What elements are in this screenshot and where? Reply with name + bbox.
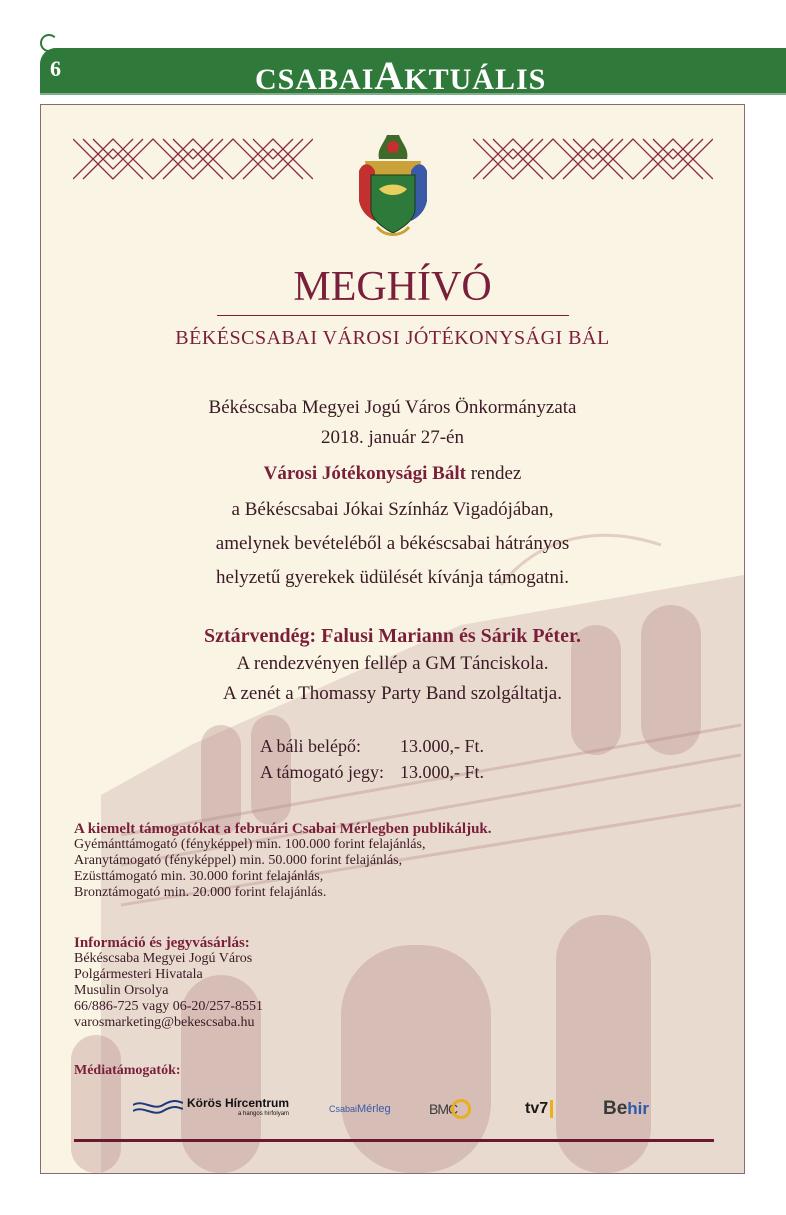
purpose-line-1: amelynek bevételéből a békéscsabai hátrányos (215, 533, 570, 554)
masthead-initial: A (374, 53, 405, 98)
price-list (260, 733, 484, 785)
info-line: Polgármesteri Hivatala (74, 967, 203, 982)
wave-icon (133, 1099, 183, 1119)
sponsor-heading: A kiemelt támogatókat a februári Csabai Mérlegben publikáljuk. (74, 821, 492, 837)
koros-name: Körös Hírcentrum (187, 1096, 290, 1110)
coat-of-arms-icon (357, 131, 429, 243)
media-logos (133, 1091, 713, 1127)
folk-pattern-right (473, 137, 713, 183)
event-line (41, 459, 744, 489)
invitation-card (40, 104, 745, 1174)
music-line: A zenét a Thomassy Party Band szolgáltatja. (223, 683, 562, 704)
behir-label-hir: hir (627, 1099, 650, 1118)
masthead (255, 52, 546, 99)
csabai-label: Csabai (329, 1104, 358, 1114)
event-name: Városi Jótékonysági Bált (263, 463, 466, 484)
price-value: 13.000,- Ft. (400, 736, 485, 756)
price-label: A báli belépő: (260, 736, 361, 756)
media-heading: Médiatámogatók: (74, 1063, 181, 1078)
info-heading: Információ és jegyvásárlás: (74, 935, 250, 951)
masthead-rest: KTUÁLIS (404, 63, 547, 96)
star-guest-line: Sztárvendég: Falusi Mariann és Sárik Péter. (203, 625, 581, 647)
phone-line: 66/886-725 vagy 06-20/257-8551 (74, 999, 263, 1014)
invitation-subtitle: BÉKÉSCSABAI VÁROSI JÓTÉKONYSÁGI BÁL (175, 327, 610, 349)
bmc-ring-icon (451, 1099, 471, 1119)
info-section (74, 935, 263, 1031)
info-line: Békéscsaba Megyei Jogú Város (74, 951, 253, 966)
masthead-part1: CSABAI (255, 63, 375, 96)
email-link[interactable]: varosmarketing@bekescsaba.hu (74, 1015, 255, 1030)
sponsor-section (74, 821, 492, 901)
koros-tagline: a hangos hírfolyam (238, 1111, 290, 1117)
bmc-label: BMC (429, 1101, 458, 1117)
price-row (260, 733, 484, 759)
page-number: 6 (50, 56, 61, 81)
swirl-icon (40, 34, 58, 52)
date-line: 2018. január 27-én (321, 427, 464, 448)
merleg-label: Mérleg (357, 1103, 391, 1115)
sponsor-item: Aranytámogató (fényképpel) min. 50.000 forint felajánlás, (74, 853, 403, 868)
behir-label-be: Be (603, 1098, 628, 1119)
behir-logo (603, 1095, 649, 1123)
price-label: A támogató jegy: (260, 762, 384, 782)
folk-pattern-left (73, 137, 313, 183)
bottom-divider (74, 1139, 714, 1142)
dance-school-line: A rendezvényen fellép a GM Tánciskola. (236, 653, 549, 674)
price-value: 13.000,- Ft. (400, 762, 485, 782)
koros-hircentrum-logo (133, 1095, 293, 1123)
sponsor-item: Gyémánttámogató (fényképpel) min. 100.000 forint felajánlás, (74, 837, 426, 852)
purpose-line-2: helyzetű gyerekek üdülését kívánja támogatni. (216, 567, 569, 588)
invitation-title: MEGHÍVÓ (293, 264, 492, 310)
tv7-label: tv7 (525, 1100, 553, 1118)
title-divider (217, 315, 569, 316)
organizer-line: Békéscsaba Megyei Jogú Város Önkormányzata (208, 397, 577, 418)
sponsor-item: Ezüsttámogató min. 30.000 forint felajánlás, (74, 869, 324, 884)
bmc-logo (429, 1095, 471, 1123)
sponsor-item: Bronztámogató min. 20.000 forint felajánlás. (74, 885, 327, 900)
venue-line: a Békéscsabai Jókai Színház Vigadójában, (231, 499, 554, 520)
csabai-merleg-logo (329, 1095, 391, 1123)
event-verb: rendez (465, 463, 522, 484)
tv7-logo (525, 1095, 553, 1123)
info-line: Musulin Orsolya (74, 983, 169, 998)
price-row (260, 759, 484, 785)
